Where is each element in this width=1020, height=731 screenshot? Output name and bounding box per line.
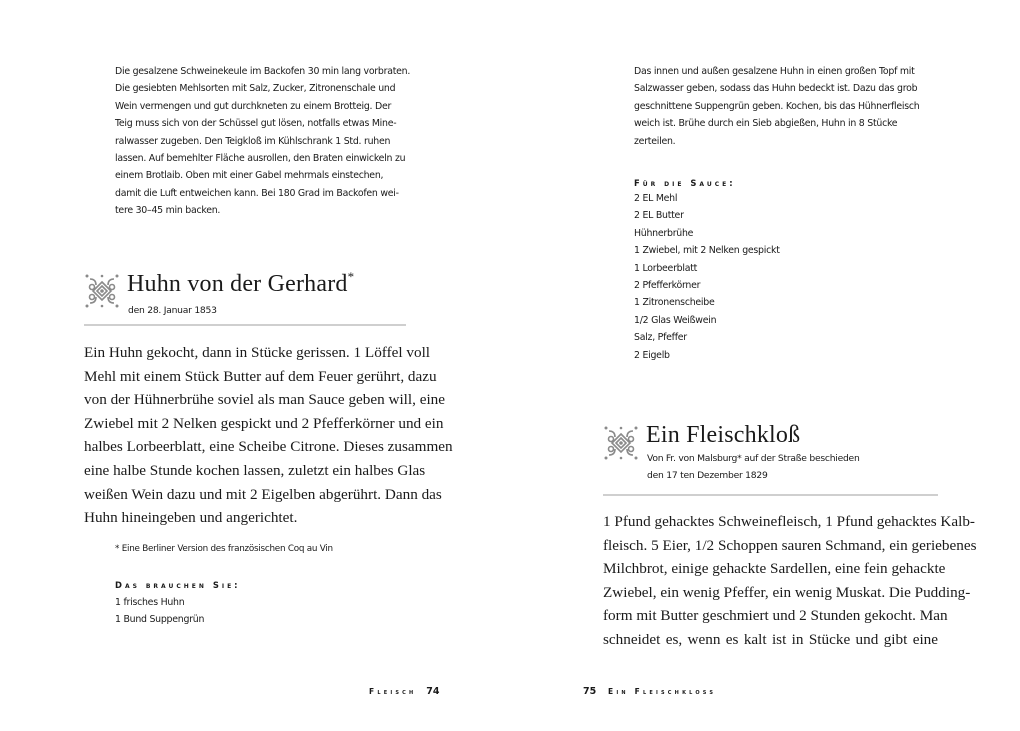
recipe-title: Ein Fleischkloß <box>646 422 801 448</box>
text-line: Das innen und außen gesalzene Huhn in einen großen Topf mit <box>634 66 915 77</box>
sauce-heading: Für die Sauce: <box>634 178 736 188</box>
recipe-date: den 28. Januar 1853 <box>128 305 217 316</box>
ingredient-item: 2 Pfefferkörner <box>634 279 701 291</box>
text-line: damit die Luft entweichen kann. Bei 180 Grad im Backofen wei- <box>115 187 399 199</box>
text-line: von der Hühnerbrühe soviel als man Sauce geben will, eine <box>84 391 446 409</box>
text-line: lassen. Auf bemehlter Fläche ausrollen, den Braten einwickeln zu <box>115 152 406 164</box>
text-line: ralwasser zugeben. Den Teigkloß im Kühlschrank 1 Std. ruhen <box>115 135 391 147</box>
text-line: zerteilen. <box>634 135 676 147</box>
ingredient-item: Hühnerbrühe <box>634 227 694 239</box>
text-line: Die gesiebten Mehlsorten mit Salz, Zucker, Zitronenschale und <box>115 83 396 95</box>
ornament-icon <box>84 273 120 309</box>
page-footer <box>583 686 716 697</box>
text-line: eine halbe Stunde kochen lassen, zuletzt ein halbes Glas <box>84 461 426 479</box>
divider <box>84 324 406 326</box>
text-line: Zwiebel mit 2 Nelken gespickt und 2 Pfefferkörner und ein <box>84 414 444 432</box>
ingredients-list <box>115 594 204 629</box>
running-head: Ein Fleischkloss <box>608 687 717 696</box>
ingredient-item: 1 Lorbeerblatt <box>634 262 698 274</box>
text-line: weich ist. Brühe durch ein Sieb abgießen, Huhn in 8 Stücke <box>634 118 898 130</box>
recipe-body <box>603 510 977 652</box>
footnote-marker: * <box>347 269 355 284</box>
text-line: 1 Pfund gehacktes Schweinefleisch, 1 Pfund gehacktes Kalb- <box>603 513 975 530</box>
ingredients-heading: Das brauchen Sie: <box>115 580 241 590</box>
ingredient-item: 1 Zwiebel, mit 2 Nelken gespickt <box>634 245 780 257</box>
text-line: Zwiebel, ein wenig Pfeffer, ein wenig Muskat. Die Pudding- <box>603 583 971 601</box>
text-line: weißen Wein dazu und mit 2 Eigelben abgerührt. Dann das <box>84 485 442 503</box>
ingredient-item: 1 frisches Huhn <box>115 597 185 608</box>
sauce-ingredients-list <box>634 190 780 364</box>
text-line: form mit Butter geschmiert und 2 Stunden gekocht. Man <box>603 607 948 625</box>
recipe-body <box>84 341 453 530</box>
recipe-title-text: Huhn von der Gerhard <box>127 271 348 297</box>
text-line: Teig muss sich von der Schüssel gut lösen, notfalls etwas Mine- <box>115 118 397 130</box>
text-line: Mehl mit einem Stück Butter auf dem Feuer gerührt, dazu <box>84 367 437 385</box>
page-number: 75 <box>583 686 597 697</box>
intro-paragraph <box>634 63 954 150</box>
text-line: tere 30–45 min backen. <box>115 205 221 217</box>
text-line: schneidet es, wenn es kalt ist in Stücke und gibt eine <box>603 630 938 648</box>
page-number: 74 <box>426 686 440 697</box>
text-line: geschnittene Suppengrün geben. Kochen, bis das Hühnerfleisch <box>634 100 920 112</box>
recipe-attribution <box>647 450 860 484</box>
recipe-title <box>127 271 354 298</box>
page-footer <box>369 686 440 697</box>
text-line: Die gesalzene Schweinekeule im Backofen 30 min lang vorbraten. <box>115 66 411 77</box>
ingredient-item: 2 Eigelb <box>634 349 670 361</box>
divider <box>603 494 938 496</box>
subtitle-line: den 17 ten Dezember 1829 <box>647 470 768 481</box>
ingredient-item: 2 EL Butter <box>634 210 684 222</box>
ingredient-item: 1/2 Glas Weißwein <box>634 314 717 326</box>
ingredient-item: 1 Zitronenscheibe <box>634 297 715 309</box>
ingredient-item: 2 EL Mehl <box>634 193 678 204</box>
text-line: fleisch. 5 Eier, 1/2 Schoppen sauren Schmand, ein geriebenes <box>603 536 977 554</box>
text-line: einem Brotlaib. Oben mit einer Gabel mehrmals einstechen, <box>115 170 384 182</box>
footnote: * Eine Berliner Version des französischen Coq au Vin <box>115 544 333 554</box>
ornament-icon <box>603 425 639 461</box>
text-line: Ein Huhn gekocht, dann in Stücke gerissen. 1 Löffel voll <box>84 344 431 361</box>
ingredient-item: 1 Bund Suppengrün <box>115 614 205 626</box>
intro-paragraph <box>115 63 435 220</box>
text-line: halbes Lorbeerblatt, eine Scheibe Citrone. Dieses zusammen <box>84 438 453 456</box>
text-line: Huhn hineingeben und angerichtet. <box>84 509 298 527</box>
ingredient-item: Salz, Pfeffer <box>634 332 687 344</box>
text-line: Milchbrot, einige gehackte Sardellen, eine fein gehackte <box>603 560 946 578</box>
running-head: Fleisch <box>369 687 417 696</box>
subtitle-line: Von Fr. von Malsburg* auf der Straße beschieden <box>647 453 860 464</box>
right-page <box>510 0 1020 731</box>
text-line: Wein vermengen und gut durchkneten zu einem Brotteig. Der <box>115 100 392 112</box>
text-line: Salzwasser geben, sodass das Huhn bedeckt ist. Dazu das grob <box>634 83 918 95</box>
